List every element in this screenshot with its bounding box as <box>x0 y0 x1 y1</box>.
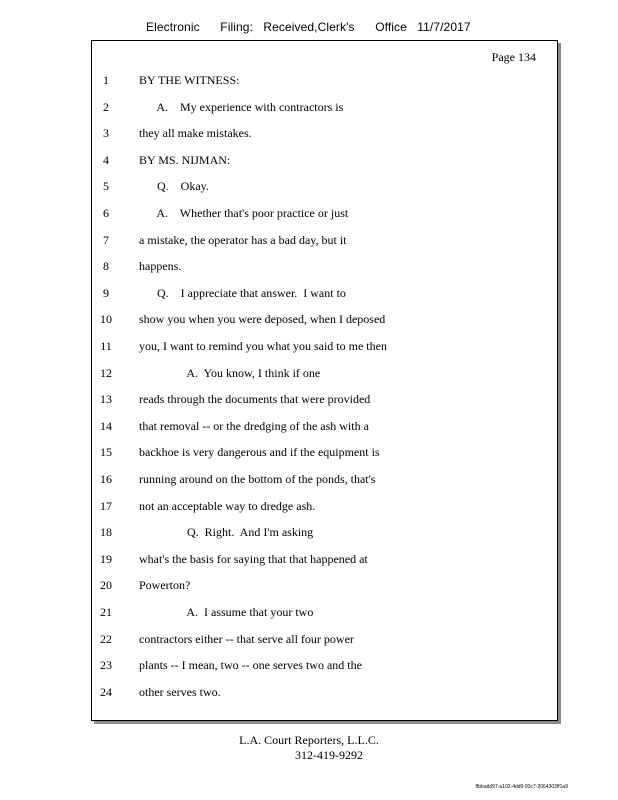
line-text: reads through the documents that were provided <box>139 392 371 407</box>
document-id: 8bbadd97-a102-4dd9-93c7-2064303ff1a9 <box>475 784 568 790</box>
line-number: 2 <box>103 99 109 114</box>
line-number: 15 <box>100 445 112 460</box>
filing-word-office: Office <box>375 20 407 34</box>
line-text: they all make mistakes. <box>139 126 252 141</box>
line-number: 14 <box>100 418 112 433</box>
line-text: BY THE WITNESS: <box>139 73 240 87</box>
line-number: 7 <box>103 232 109 247</box>
line-text: A. You know, I think if one <box>139 365 321 380</box>
filing-word-received: Received,Clerk's <box>263 20 355 34</box>
line-number: 3 <box>103 126 109 141</box>
line-number: 24 <box>100 684 112 699</box>
filing-date: 11/7/2017 <box>417 20 471 34</box>
filing-header <box>146 20 471 34</box>
line-number: 6 <box>103 206 109 220</box>
line-text: other serves two. <box>139 684 221 699</box>
line-number: 20 <box>100 578 112 593</box>
line-text: you, I want to remind you what you said to me then <box>139 339 387 353</box>
line-text: Powerton? <box>139 578 191 593</box>
line-number: 1 <box>103 73 109 87</box>
line-number: 21 <box>100 605 112 619</box>
line-number: 11 <box>100 339 112 353</box>
line-text: BY MS. NIJMAN: <box>139 152 231 167</box>
line-text: A. I assume that your two <box>139 605 314 619</box>
line-text: that removal -- or the dredging of the ash with a <box>139 418 369 433</box>
line-number: 8 <box>103 259 109 274</box>
line-number: 23 <box>100 658 112 673</box>
filing-word-electronic: Electronic <box>146 20 200 34</box>
line-number: 18 <box>100 525 112 540</box>
line-text: Q. I appreciate that answer. I want to <box>139 285 346 300</box>
line-text: backhoe is very dangerous and if the equipment is <box>139 445 380 460</box>
footer-company: L.A. Court Reporters, L.L.C. <box>239 733 379 747</box>
line-number: 17 <box>100 498 112 513</box>
line-text: contractors either -- that serve all four power <box>139 631 354 646</box>
line-text: what's the basis for saying that that happened at <box>139 551 368 566</box>
line-text: happens. <box>139 259 182 274</box>
line-text: a mistake, the operator has a bad day, but it <box>139 232 347 247</box>
line-number: 9 <box>103 285 109 300</box>
footer-phone: 312-419-9292 <box>295 748 363 762</box>
line-number: 22 <box>100 631 112 646</box>
line-text: A. My experience with contractors is <box>139 99 344 114</box>
line-text: A. Whether that's poor practice or just <box>139 206 349 220</box>
line-text: running around on the bottom of the ponds, that's <box>139 472 376 486</box>
line-text: not an acceptable way to dredge ash. <box>139 498 316 513</box>
line-text: plants -- I mean, two -- one serves two and the <box>139 658 362 673</box>
line-number: 19 <box>100 551 112 566</box>
line-number: 12 <box>100 365 112 380</box>
line-number: 16 <box>100 472 112 486</box>
line-number: 13 <box>100 392 112 407</box>
line-number: 5 <box>103 179 109 194</box>
line-text: Q. Okay. <box>139 179 209 194</box>
line-text: Q. Right. And I'm asking <box>139 525 314 540</box>
filing-word-filing: Filing: <box>220 20 254 34</box>
line-number: 4 <box>103 152 109 167</box>
line-number: 10 <box>100 312 112 327</box>
line-text: show you when you were deposed, when I deposed <box>139 312 386 327</box>
page-number: Page 134 <box>491 50 536 64</box>
